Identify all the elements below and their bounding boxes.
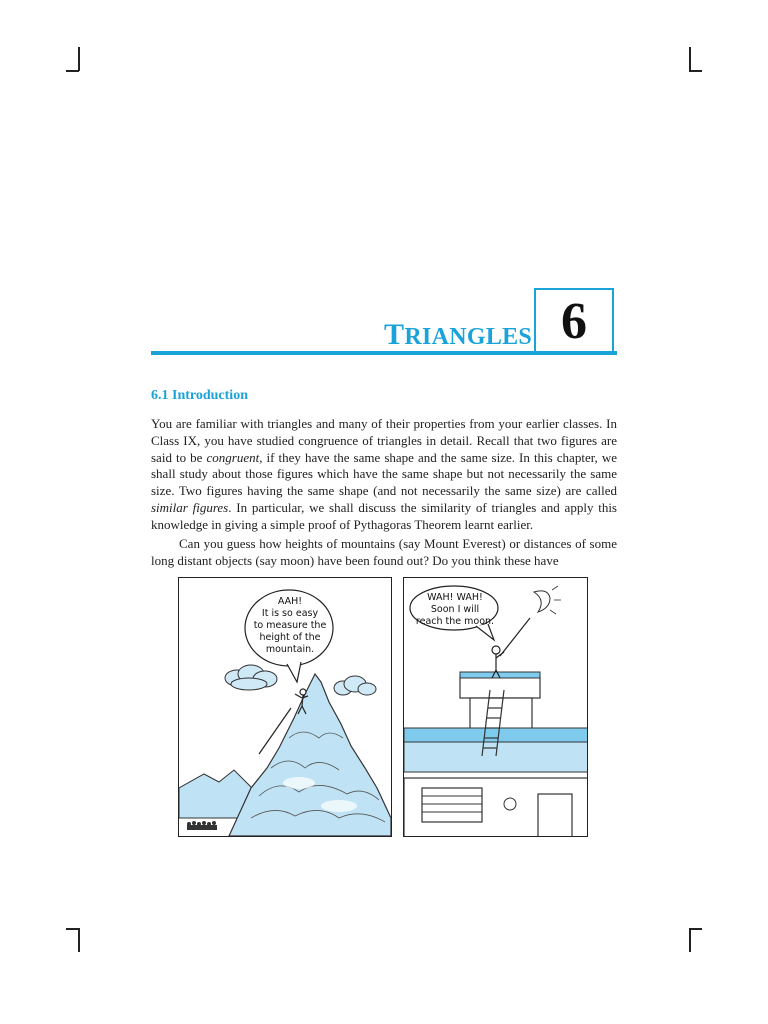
term-congruent: congruent [206, 449, 260, 465]
section-heading: 6.1 Introduction [151, 388, 248, 403]
moon-icon [534, 591, 550, 612]
door [538, 794, 572, 837]
cloud-left [225, 665, 277, 690]
intro-paragraph: You are familiar with triangles and many of their properties from your earlier classes. In Class IX, you have studied congruence of triangles in detail. Recall that two figures are said to be congruent, if they have the same shape and the same size. In this chapter, we shall study about those figures which have the same shape but not necessarily the same size. Two figures having the same shape (and not necessarily the same size) are called similar figures. In particular, we shall discuss the similarity of triangles and apply this knowledge in giving a simple proof of Pythagoras Theorem learnt earlier. [151, 416, 617, 532]
crop-mark-bottom-left [78, 928, 80, 952]
chapter-title: TRIANGLES [384, 318, 533, 351]
chapter-rule [151, 351, 617, 355]
crop-mark-top-left [78, 47, 80, 71]
crop-mark-bottom-right-h [689, 928, 702, 930]
mountain [229, 674, 391, 836]
window [422, 788, 482, 822]
crop-mark-top-left-h [66, 70, 79, 72]
crop-mark-bottom-right [689, 928, 691, 952]
crop-mark-bottom-left-h [66, 928, 79, 930]
mountain-illustration [178, 577, 392, 837]
crop-mark-top-right-h [689, 70, 702, 72]
left-bubble-text: AAH! It is so easy to measure the height of the mountain. [253, 596, 327, 655]
question-paragraph: Can you guess how heights of mountains (say Mount Everest) or distances of some long distant objects (say moon) have been found out? Do you think these have [151, 536, 617, 568]
right-bubble-text: WAH! WAH! Soon I will reach the moon. [415, 592, 495, 627]
building-illustration [403, 577, 588, 837]
crowd [187, 821, 217, 830]
term-similar-figures: similar figures [151, 499, 229, 515]
chapter-number: 6 [561, 293, 587, 350]
person-figure [492, 618, 530, 678]
chapter-number-box [534, 288, 614, 351]
cloud-right [334, 676, 376, 695]
crop-mark-top-right [689, 47, 691, 71]
